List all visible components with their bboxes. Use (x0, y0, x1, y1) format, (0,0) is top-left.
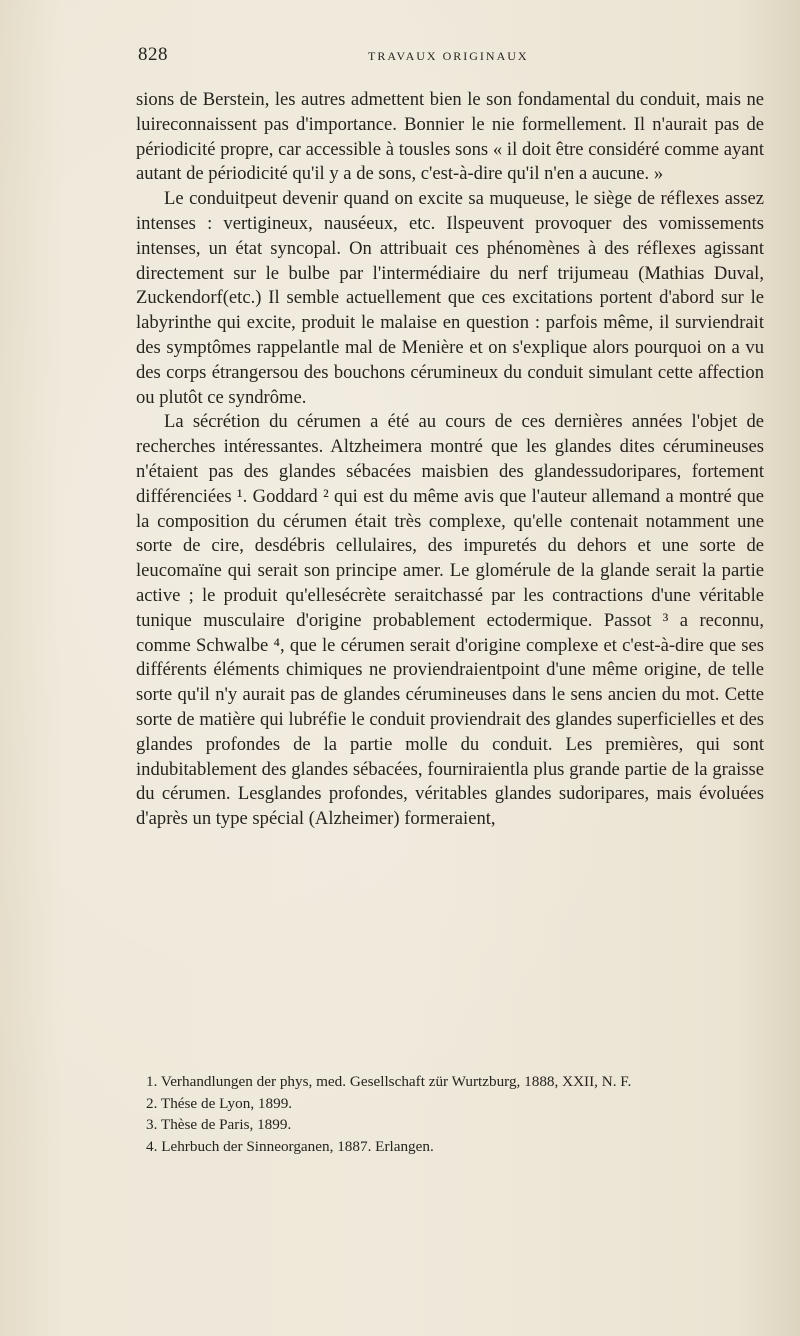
page-number: 828 (138, 44, 168, 65)
footnote-2: 2. Thése de Lyon, 1899. (146, 1094, 293, 1112)
paragraph-continuation: sions de Berstein, les autres admettent bien le son fondamental du conduit, mais ne luireconnaissent pas d'importance. Bonnier le nie formellement. Il n'aurait pas de périodicité propre, car accessible à tousles sons « il doit être considéré comme ayant autant de périodicité qu'il y a de sons, c'est-à-dire qu'il n'en a aucune. » (136, 89, 764, 185)
footnote-1: 1. Verhandlungen der phys, med. Gesellschaft zür Wurtzburg, 1888, XXII, N. F. (146, 1073, 632, 1090)
footnote-4: 4. Lehrbuch der Sinneorganen, 1887. Erlangen. (146, 1137, 434, 1155)
body-text (136, 88, 764, 832)
footnotes (136, 1071, 764, 1157)
page-header (138, 44, 686, 74)
paragraph-cerumen: La sécrétion du cérumen a été au cours de ces dernières années l'objet de recherches intéressantes. Altzheimera montré que les glandes dites cérumineuses n'étaient pas des glandes sébacées maisbien des glandessudoripares, fortement différenciées ¹. Goddard ² qui est du même avis que l'auteur allemand a montré que la composition du cérumen était très complexe, qu'elle contenait notamment une sorte de cire, desdébris cellulaires, des impuretés du dehors et une sorte de leucomaïne qui serait son principe amer. Le glomérule de la glande serait la partie active ; le produit qu'ellesécrète seraitchassé par les contractions d'une véritable tunique musculaire d'origine probablement ectodermique. Passot ³ a reconnu, comme Schwalbe ⁴, que le cérumen serait d'origine complexe et c'est-à-dire que ses différents éléments chimiques ne proviendraientpoint d'une même origine, de telle sorte qu'il n'y aurait pas de glandes cérumineuses dans le sens ancien du mot. Cette sorte de matière qui lubréfie le conduit proviendrait des glandes superficielles et des glandes profondes de la partie molle du conduit. Les premières, qui sont indubitablement des glandes sébacées, fourniraientla plus grande partie de la graisse du cérumen. Lesglandes profondes, véritables glandes sudoripares, mais évoluées d'après un type spécial (Alzheimer) formeraient, (136, 411, 764, 830)
paragraph-reflexes: Le conduitpeut devenir quand on excite sa muqueuse, le siège de réflexes assez intenses : vertigineux, nauséeux, etc. Ilspeuvent provoquer des vomissements intenses, un état syncopal. On attribuait ces phénomènes à des réflexes agissant directement sur le bulbe par l'intermédiaire du nerf trijumeau (Mathias Duval, Zuckendorf(etc.) Il semble actuellement que ces excitations portent d'abord sur le labyrinthe qui excite, produit le malaise en question : parfois même, il surviendrait des symptômes rappelantle mal de Menière et on s'explique alors pourquoi on a vu des corps étrangersou des bouchons cérumineux du conduit simulant cette affection ou plutôt ce syndrôme. (136, 188, 764, 408)
footnote-3: 3. Thèse de Paris, 1899. (146, 1116, 292, 1134)
running-head: TRAVAUX ORIGINAUX (368, 49, 529, 63)
